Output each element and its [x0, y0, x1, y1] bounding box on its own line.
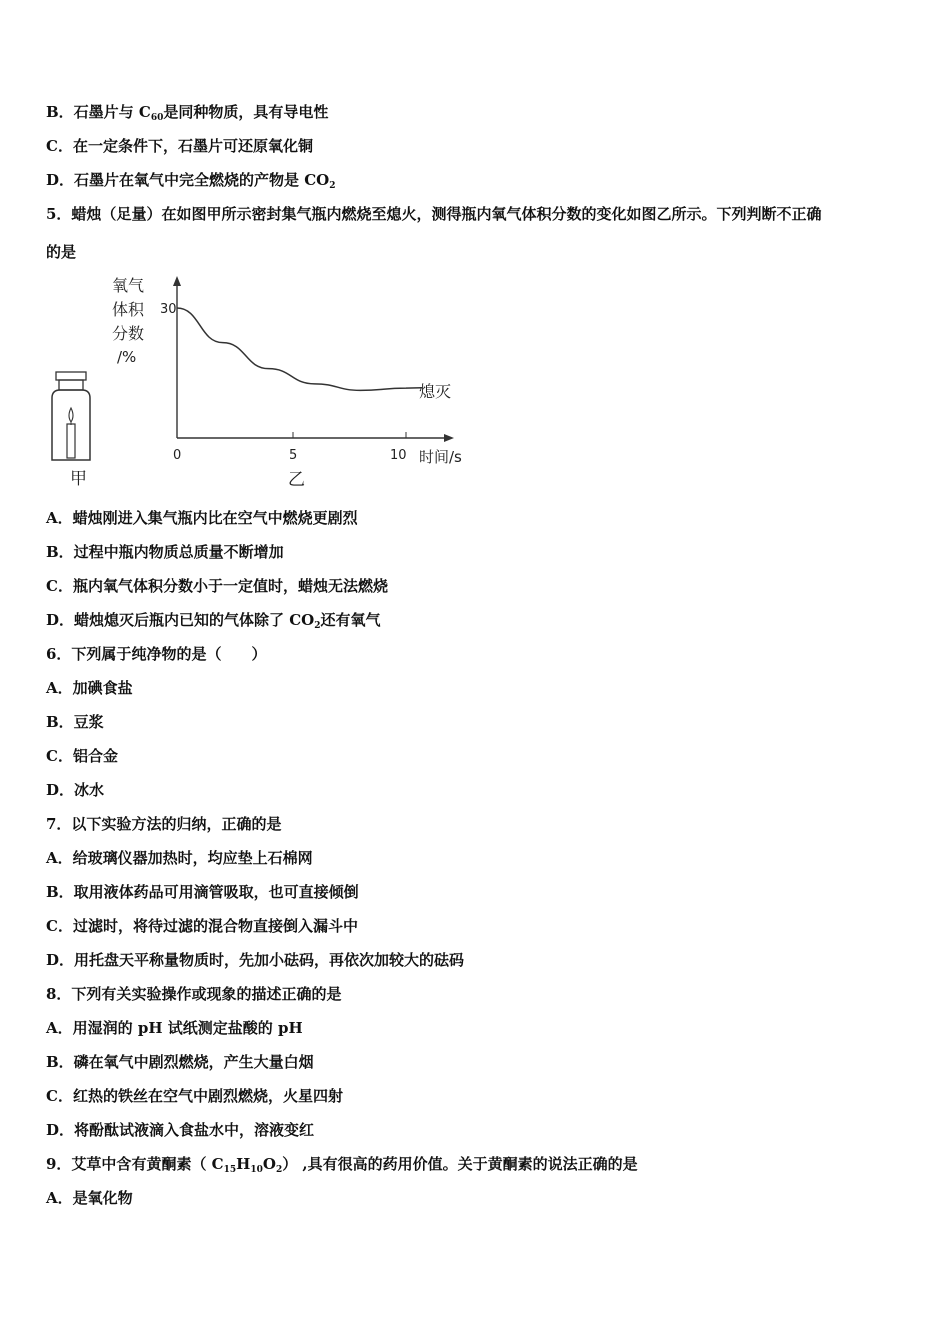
option-7c: C．过滤时，将待过滤的混合物直接倒入漏斗中: [46, 917, 358, 935]
option-8b: B．磷在氧气中剧烈燃烧，产生大量白烟: [46, 1053, 314, 1071]
option-4d: D．石墨片在氧气中完全燃烧的产物是 $CO_2$: [46, 171, 336, 191]
question-5: 5．蜡烛（足量）在如图甲所示密封集气瓶内燃烧至熄火，测得瓶内氧气体积分数的变化如图乙所示。下列判断不正确: [46, 205, 822, 223]
question-7: 7．以下实验方法的归纳，正确的是: [46, 815, 282, 833]
option-8d: D．将酚酞试液滴入食盐水中，溶液变红: [46, 1121, 315, 1139]
x-axis-label: 时间/s: [419, 448, 462, 466]
curve-end-label: 熄灭: [419, 382, 452, 401]
y-axis-label-line-3: 分数: [112, 324, 145, 343]
y-axis-label-line-2: 体积: [112, 300, 145, 319]
y-axis-label-line-1: 氧气: [112, 276, 145, 295]
oxygen-chart: [40, 272, 480, 494]
option-5b: B．过程中瓶内物质总质量不断增加: [46, 543, 284, 561]
option-9a: A．是氧化物: [46, 1189, 133, 1207]
option-4b: B．石墨片与 $C_{60}$是同种物质，具有导电性: [46, 103, 329, 123]
x-tick-label-10: 10: [390, 448, 407, 463]
x-axis-arrow: [444, 434, 454, 442]
graph-label: 乙: [288, 470, 305, 490]
y-axis-label-line-4: /%: [117, 348, 137, 366]
option-8a: A．用湿润的 pH 试纸测定盐酸的 pH: [46, 1019, 303, 1037]
option-5c: C．瓶内氧气体积分数小于一定值时，蜡烛无法燃烧: [46, 577, 388, 595]
option-6c: C．铝合金: [46, 747, 118, 765]
option-7a: A．给玻璃仪器加热时，均应垫上石棉网: [46, 849, 313, 867]
jar-label: 甲: [70, 469, 87, 489]
option-5d: D．蜡烛熄灭后瓶内已知的气体除了 $CO_2$还有氧气: [46, 611, 381, 631]
question-5-figure: [40, 272, 480, 494]
gas-jar-icon: [52, 372, 90, 460]
question-9: 9．艾草中含有黄酮素（ $C_{15}H_{10}O_2$） ,具有很高的药用价值。关于黄酮素的说法正确的是: [46, 1155, 638, 1175]
option-4c: C．在一定条件下，石墨片可还原氧化铜: [46, 137, 313, 155]
option-7b: B．取用液体药品可用滴管吸取，也可直接倾倒: [46, 883, 359, 901]
option-5a: A．蜡烛刚进入集气瓶内比在空气中燃烧更剧烈: [46, 509, 358, 527]
question-6: 6．下列属于纯净物的是（ ）: [46, 645, 267, 663]
option-6b: B．豆浆: [46, 713, 104, 731]
option-7d: D．用托盘天平称量物质时，先加小砝码，再依次加较大的砝码: [46, 951, 465, 969]
option-6d: D．冰水: [46, 781, 105, 799]
option-6a: A．加碘食盐: [46, 679, 133, 697]
y-axis-arrow: [173, 276, 181, 286]
question-8: 8．下列有关实验操作或现象的描述正确的是: [46, 985, 342, 1003]
oxygen-curve: [177, 308, 422, 390]
option-8c: C．红热的铁丝在空气中剧烈燃烧，火星四射: [46, 1087, 343, 1105]
y-tick-label: 30: [160, 302, 177, 317]
x-tick-label-5: 5: [289, 448, 298, 463]
question-5-continued: 的是: [46, 243, 77, 261]
x-tick-label-0: 0: [173, 448, 182, 463]
